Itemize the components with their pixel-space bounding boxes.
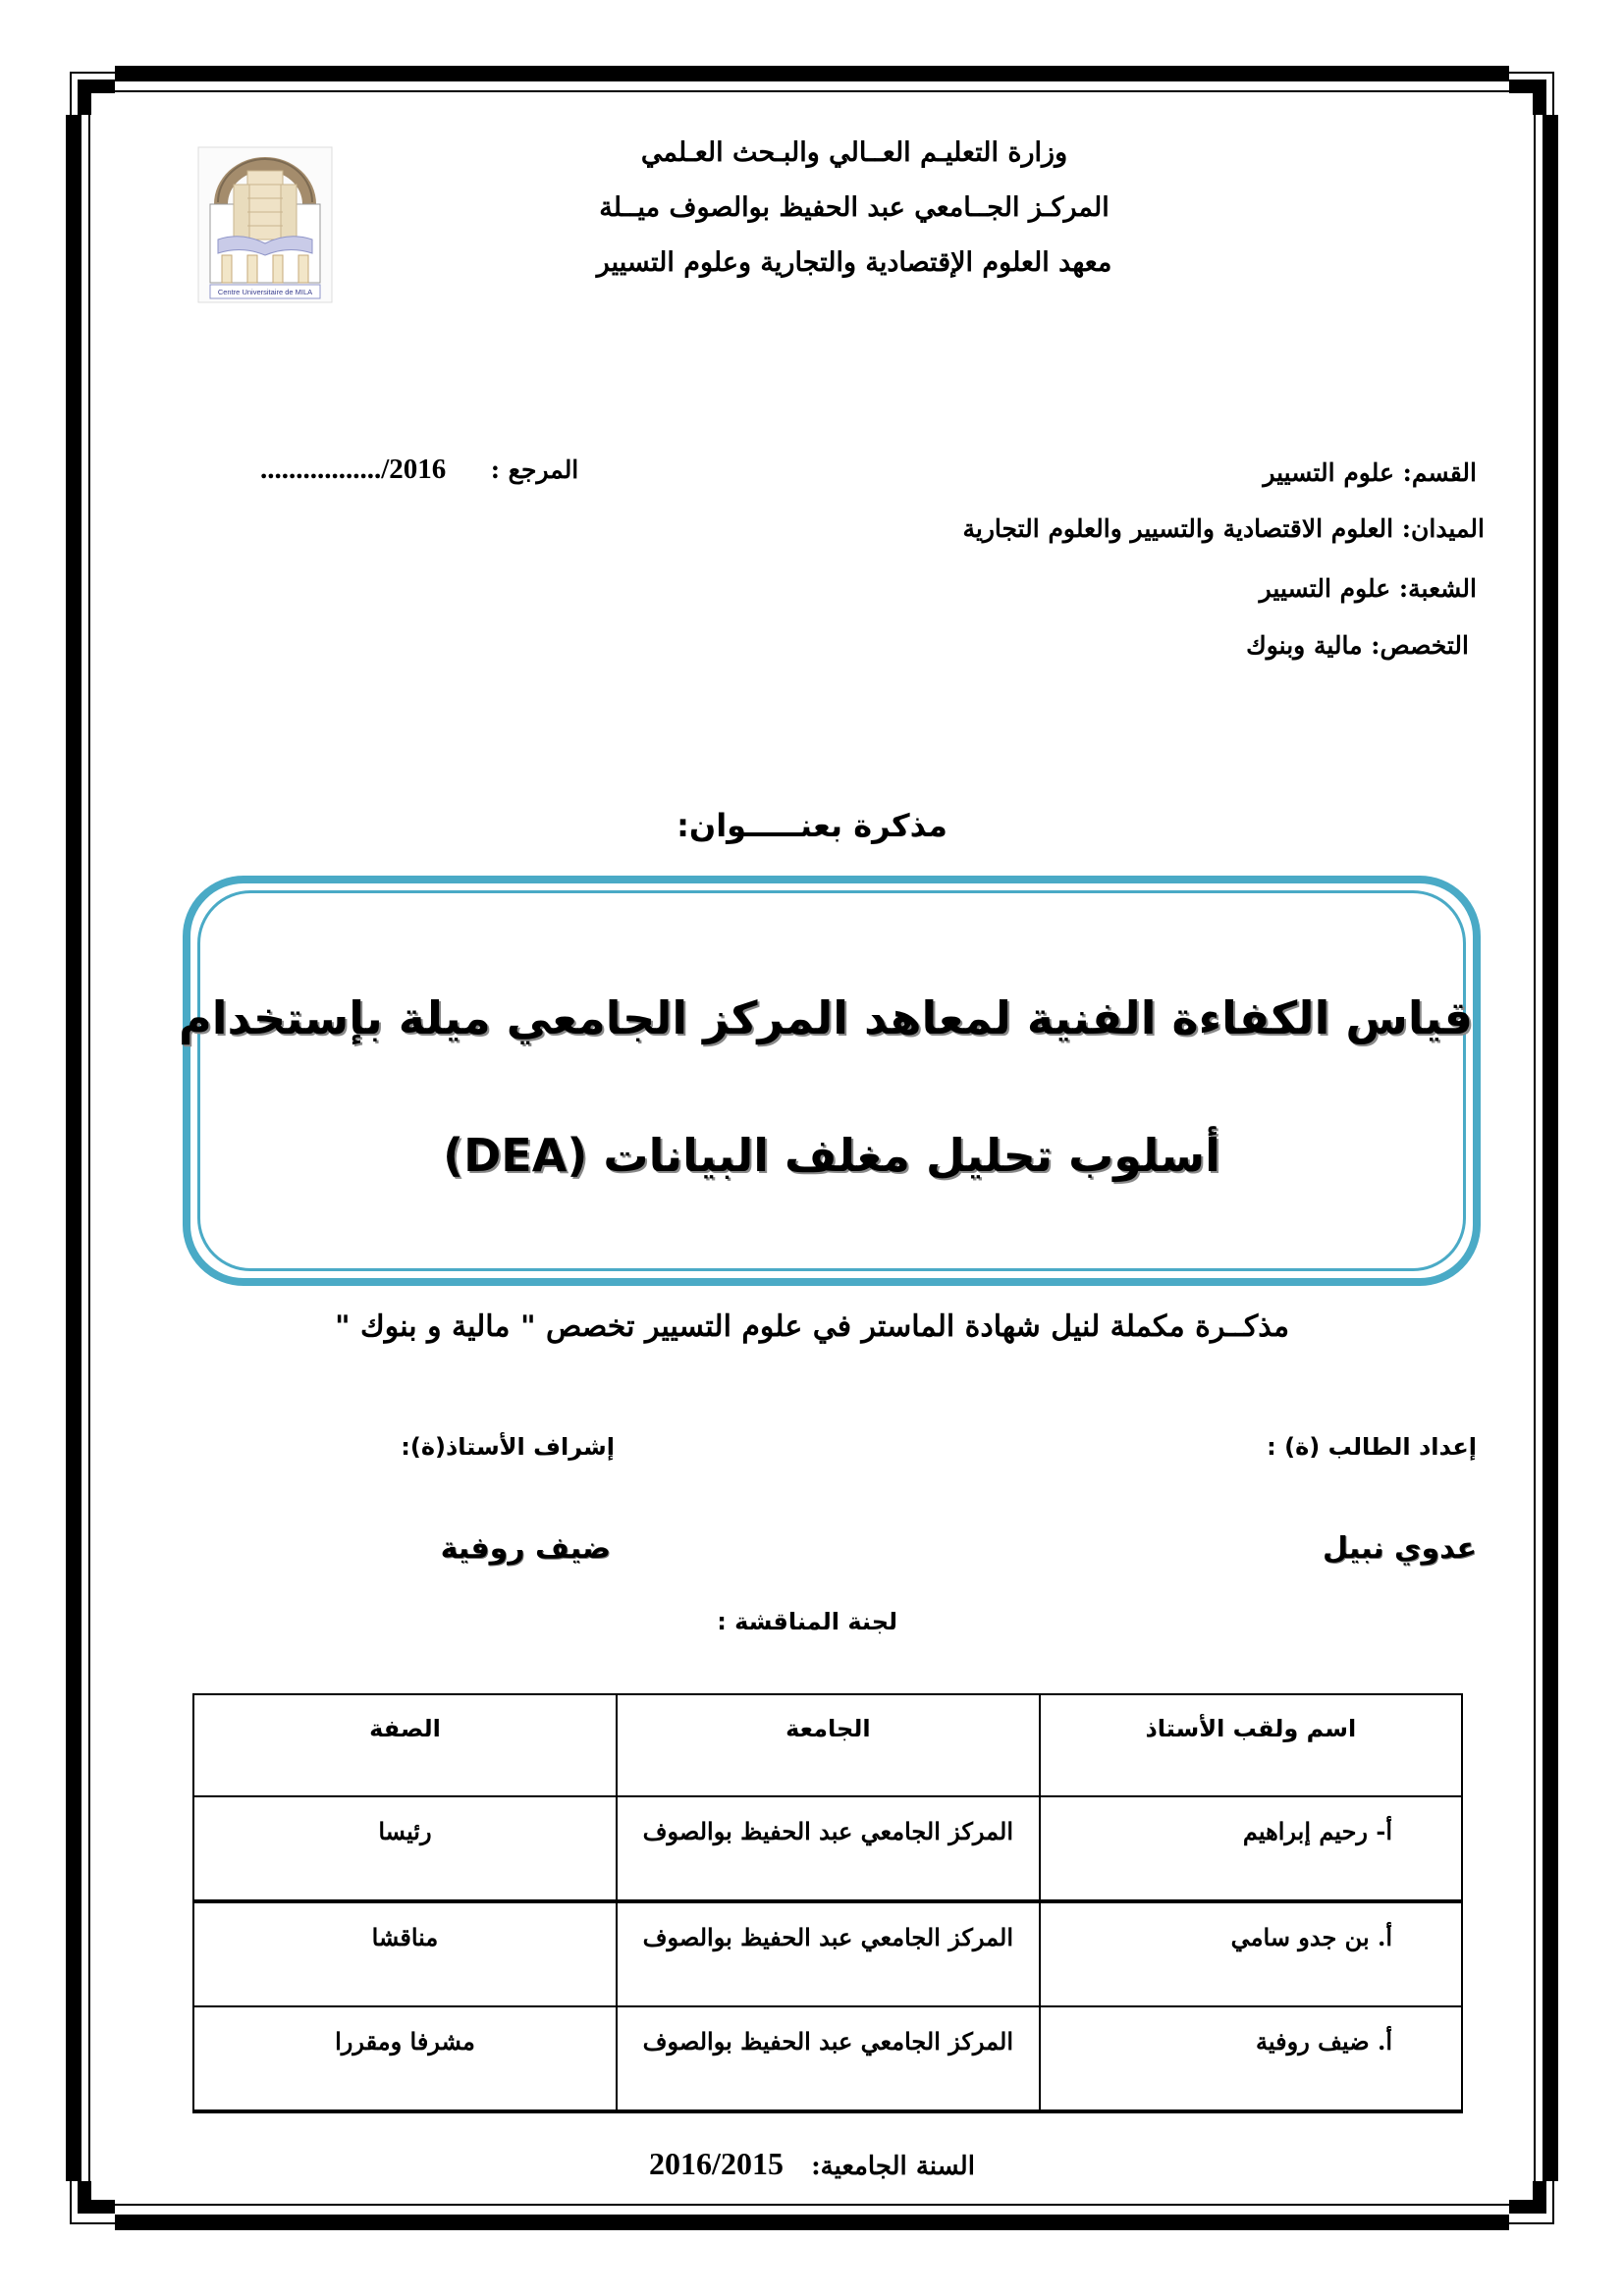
reference-value: ................./2016 xyxy=(260,454,447,485)
logo-caption: Centre Universitaire de MILA xyxy=(217,288,313,296)
frame-corner-outline xyxy=(1509,72,1554,115)
table-row xyxy=(193,1796,1462,1901)
student-name: عدوي نبيل xyxy=(1323,1531,1477,1566)
frame-top-thin xyxy=(115,90,1509,92)
jury-member-name: أ- رحيم إبراهيم xyxy=(1040,1796,1462,1901)
reference-field xyxy=(260,454,578,486)
university-name: المركـز الجــامعي عبد الحفيظ بوالصوف ميــلة xyxy=(599,192,1110,223)
column-header-role: الصفة xyxy=(193,1694,617,1796)
frame-corner-block xyxy=(1533,2181,1546,2214)
table-row xyxy=(193,2006,1462,2111)
field-info: الميدان: العلوم الاقتصادية والتسيير والعلوم التجارية xyxy=(962,514,1485,543)
jury-member-role: رئيسا xyxy=(193,1796,617,1901)
branch-info: الشعبة: علوم التسيير xyxy=(1259,574,1477,603)
frame-right-thin xyxy=(1534,115,1536,2181)
frame-left-thick xyxy=(66,115,81,2181)
specialty-info: التخصص: مالية وبنوك xyxy=(1246,631,1469,660)
supervisor-label: إشراف الأستاذ(ة): xyxy=(401,1433,615,1461)
frame-left-thin xyxy=(88,115,90,2181)
frame-bottom-thick xyxy=(115,2215,1509,2230)
jury-member-university: المركز الجامعي عبد الحفيظ بوالصوف xyxy=(617,2006,1040,2111)
frame-corner-block xyxy=(1533,80,1546,115)
reference-label: المرجع : xyxy=(490,455,579,484)
thesis-title-line-1: قياس الكفاءة الفنية لمعاهد المركز الجامعي ميلة بإستخدام xyxy=(178,991,1473,1044)
thesis-title-line-2: أسلوب تحليل مغلف البيانات (DEA) xyxy=(443,1129,1220,1182)
column-header-name: اسم ولقب الأستاذ xyxy=(1040,1694,1462,1796)
ministry-name: وزارة التعليـم العــالي والبـحث العـلمي xyxy=(640,137,1068,168)
university-logo xyxy=(196,145,334,304)
memo-heading: مذكرة بعنـــــوان: xyxy=(677,807,947,844)
frame-corner-block xyxy=(78,80,91,115)
academic-year-value: 2016/2015 xyxy=(649,2146,784,2181)
institute-name: معهد العلوم الإقتصادية والتجارية وعلوم التسيير xyxy=(596,247,1112,278)
memo-subtitle: مذكــرة مكملة لنيل شهادة الماستر في علوم التسيير تخصص " مالية و بنوك " xyxy=(334,1309,1290,1344)
student-label: إعداد الطالب (ة) : xyxy=(1267,1433,1477,1461)
jury-member-name: أ. ضيف روفية xyxy=(1040,2006,1462,2111)
column-header-university: الجامعة xyxy=(617,1694,1040,1796)
academic-year-label: السنة الجامعية: xyxy=(811,2152,975,2181)
title-box-inner-border xyxy=(197,890,1466,1271)
jury-member-university: المركز الجامعي عبد الحفيظ بوالصوف xyxy=(617,1901,1040,2006)
university-logo-icon xyxy=(196,145,334,304)
academic-year xyxy=(0,2146,1624,2182)
jury-member-name: أ. بن جدو سامي xyxy=(1040,1901,1462,2006)
frame-right-thick xyxy=(1543,115,1558,2181)
table-header-row xyxy=(193,1694,1462,1796)
jury-label: لجنة المناقشة : xyxy=(717,1608,897,1635)
department-info: القسم: علوم التسيير xyxy=(1263,458,1477,487)
table-row xyxy=(193,1901,1462,2006)
frame-top-thick xyxy=(115,66,1509,81)
frame-corner-outline xyxy=(70,72,115,115)
jury-member-role: مشرفا ومقررا xyxy=(193,2006,617,2111)
jury-member-role: مناقشا xyxy=(193,1901,617,2006)
title-box xyxy=(178,876,1481,1286)
frame-bottom-thin xyxy=(115,2204,1509,2206)
frame-corner-block xyxy=(78,2181,91,2214)
jury-table xyxy=(192,1693,1463,2113)
supervisor-name: ضيف روفية xyxy=(440,1531,611,1566)
jury-member-university: المركز الجامعي عبد الحفيظ بوالصوف xyxy=(617,1796,1040,1901)
